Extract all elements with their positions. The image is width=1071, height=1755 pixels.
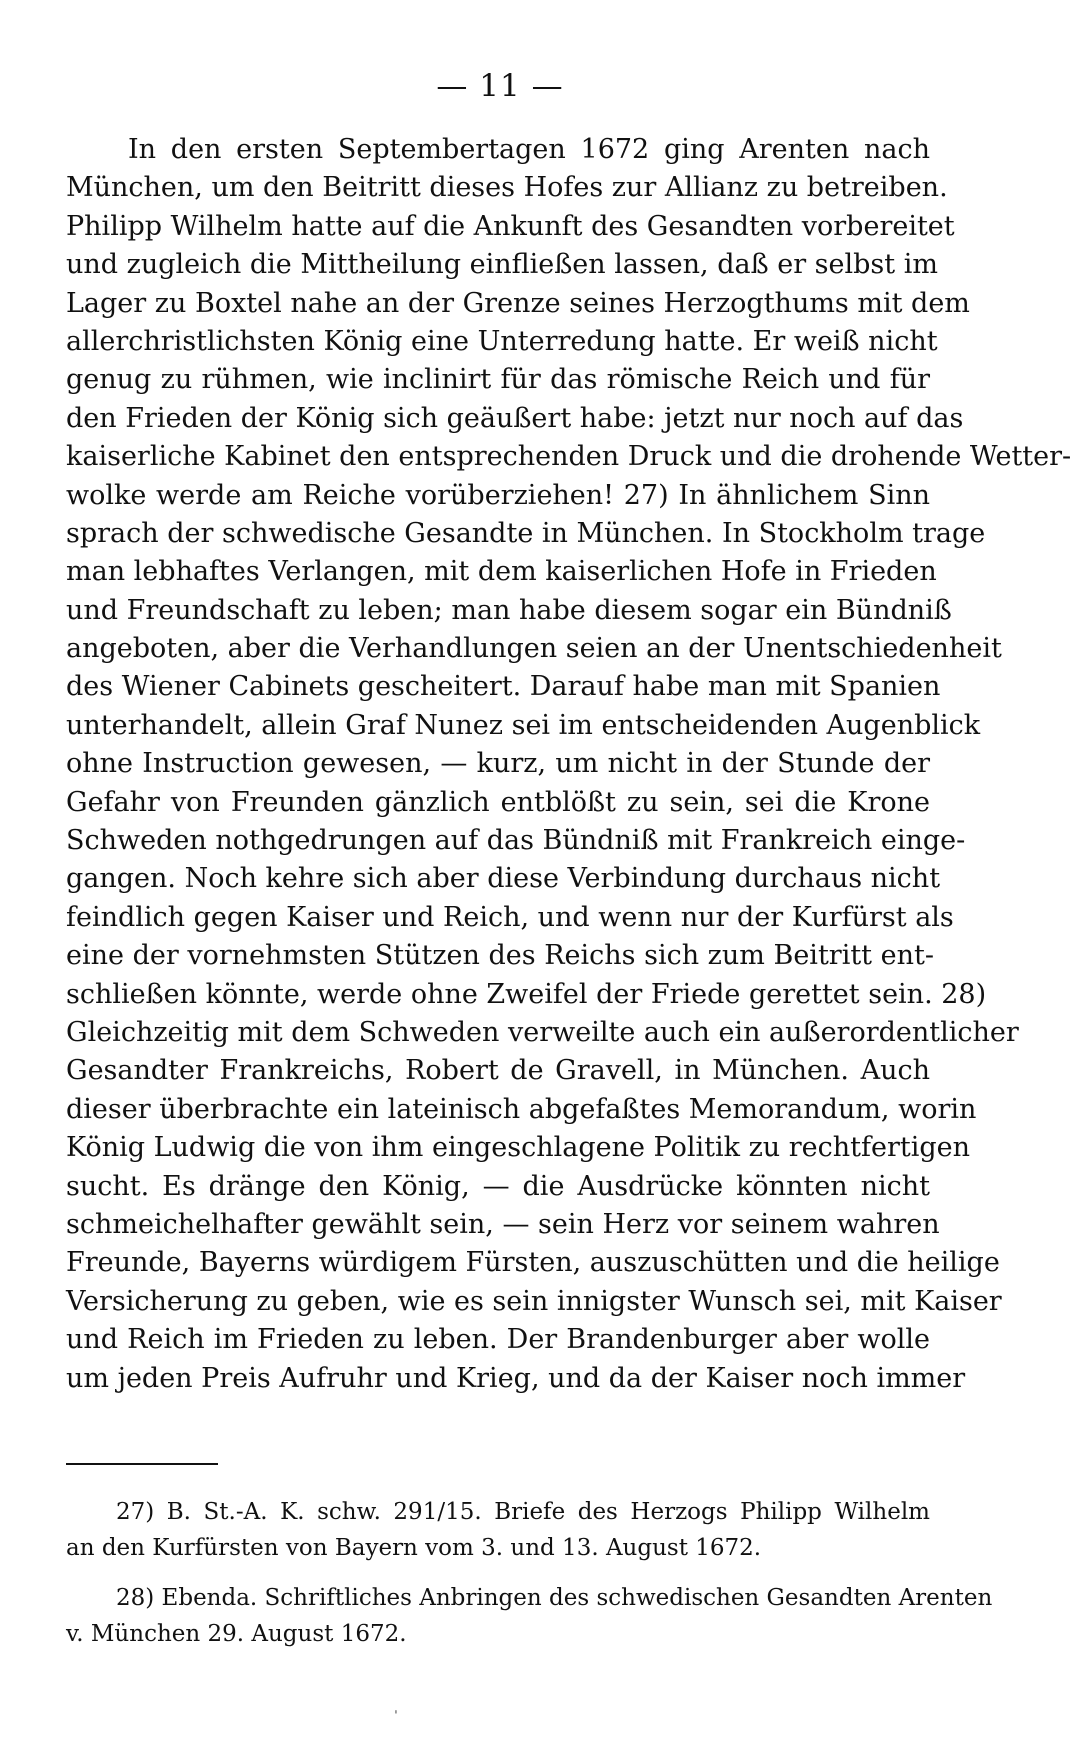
body-line: unterhandelt, allein Graf Nunez sei im entscheidenden Augenblick: [66, 709, 981, 741]
footnote: [66, 1580, 993, 1652]
body-line: gangen. Noch kehre sich aber diese Verbindung durchaus nicht: [66, 863, 941, 895]
body-line: In den ersten Septembertagen 1672 ging Arenten nach: [128, 134, 930, 165]
print-speck: ˌ: [394, 1700, 398, 1716]
body-line: genug zu rühmen, wie inclinirt für das römische Reich und für: [66, 364, 930, 396]
footnote-line: 28) Ebenda. Schriftliches Anbringen des schwedischen Gesandten Arenten: [116, 1585, 993, 1611]
footnote-gap: [66, 1566, 930, 1580]
body-line: König Ludwig die von ihm eingeschlagene Politik zu rechtfertigen: [66, 1132, 971, 1164]
footnote-line: an den Kurfürsten von Bayern vom 3. und 13. August 1672.: [66, 1535, 762, 1561]
body-line: Gesandter Frankreichs, Robert de Gravell, in München. Auch: [66, 1055, 930, 1087]
body-line: und Reich im Frieden zu leben. Der Brandenburger aber wolle: [66, 1324, 930, 1356]
body-line: allerchristlichsten König eine Unterredung hatte. Er weiß nicht: [66, 325, 938, 357]
footnote-line: 27) B. St.-A. K. schw. 291/15. Briefe des Herzogs Philipp Wilhelm: [116, 1499, 930, 1525]
body-line: angeboten, aber die Verhandlungen seien an der Unentschiedenheit: [66, 633, 1002, 665]
body-line: schließen könnte, werde ohne Zweifel der Friede gerettet sein. 28): [66, 978, 987, 1010]
body-line: München, um den Beitritt dieses Hofes zur Allianz zu betreiben.: [66, 172, 948, 204]
body-line: Gleichzeitig mit dem Schweden verweilte auch ein außerordentlicher: [66, 1016, 1019, 1048]
body-line: sprach der schwedische Gesandte in München. In Stockholm trage: [66, 517, 986, 549]
body-line: schmeichelhafter gewählt sein, — sein Herz vor seinem wahren: [66, 1208, 940, 1240]
body-line: und zugleich die Mittheilung einfließen lassen, daß er selbst im: [66, 249, 938, 281]
body-line: dieser überbrachte ein lateinisch abgefaßtes Memorandum, worin: [66, 1093, 977, 1125]
body-line: um jeden Preis Aufruhr und Krieg, und da der Kaiser noch immer: [66, 1362, 966, 1394]
body-line: den Frieden der König sich geäußert habe: jetzt nur noch auf das: [66, 402, 964, 434]
body-line: wolke werde am Reiche vorüberziehen! 27) In ähnlichem Sinn: [66, 479, 930, 511]
body-line: Gefahr von Freunden gänzlich entblößt zu sein, sei die Krone: [66, 786, 930, 818]
body-line: Schweden nothgedrungen auf das Bündniß mit Frankreich einge-: [66, 825, 966, 857]
body-line: und Freundschaft zu leben; man habe diesem sogar ein Bündniß: [66, 594, 952, 626]
body-line: feindlich gegen Kaiser und Reich, und wenn nur der Kurfürst als: [66, 901, 954, 933]
footnotes: [66, 1494, 993, 1652]
body-line: des Wiener Cabinets gescheitert. Darauf habe man mit Spanien: [66, 671, 941, 703]
body-line: Freunde, Bayerns würdigem Fürsten, auszuschütten und die heilige: [66, 1247, 1000, 1279]
body-line: kaiserliche Kabinet den entsprechenden Druck und die drohende Wetter-: [66, 441, 1071, 473]
footnote: [66, 1494, 930, 1566]
footnote-line: v. München 29. August 1672.: [66, 1621, 407, 1647]
body-line: Philipp Wilhelm hatte auf die Ankunft des Gesandten vorbereitet: [66, 210, 955, 242]
body-line: Versicherung zu geben, wie es sein innigster Wunsch sei, mit Kaiser: [66, 1285, 1002, 1317]
body-line: Lager zu Boxtel nahe an der Grenze seines Herzogthums mit dem: [66, 287, 970, 319]
body-line: ohne Instruction gewesen, — kurz, um nicht in der Stunde der: [66, 748, 930, 780]
body-line: sucht. Es dränge den König, — die Ausdrücke könnten nicht: [66, 1170, 930, 1202]
body-line: eine der vornehmsten Stützen des Reichs sich zum Beitritt ent-: [66, 940, 934, 972]
footnote-divider: [66, 1463, 218, 1465]
body-text: [66, 131, 1071, 1398]
page-number: — 11 —: [436, 68, 564, 104]
body-line: man lebhaftes Verlangen, mit dem kaiserlichen Hofe in Frieden: [66, 556, 937, 588]
